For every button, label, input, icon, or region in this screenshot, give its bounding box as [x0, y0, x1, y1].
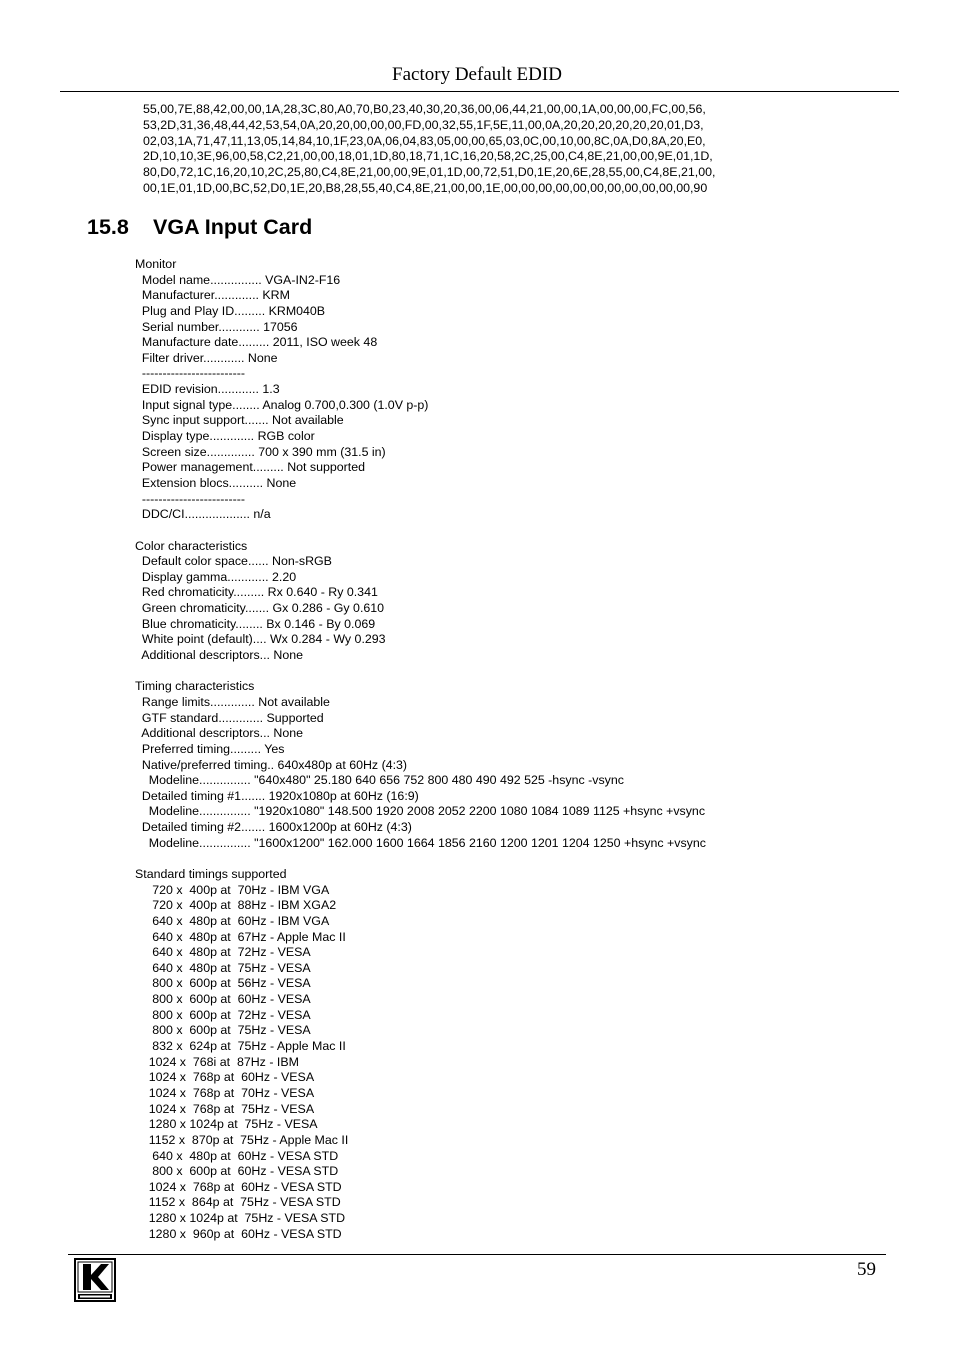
edid-line: -------------------------	[135, 491, 246, 506]
section-title: VGA Input Card	[153, 215, 313, 239]
edid-line: EDID revision............ 1.3	[135, 382, 280, 397]
edid-line: GTF standard............. Supported	[135, 710, 324, 725]
edid-line: 1280 x 1024p at 75Hz - VESA	[135, 1117, 318, 1132]
edid-line: Monitor	[135, 257, 177, 271]
edid-report	[135, 257, 706, 1242]
edid-line: 720 x 400p at 70Hz - IBM VGA	[135, 882, 330, 897]
edid-line: Modeline............... "1920x1080" 148.500 1920 2008 2052 2200 1080 1084 1089 1125 +hsync +vsync	[135, 804, 706, 819]
edid-line: Filter driver............ None	[135, 350, 278, 365]
hex-line: 55,00,7E,88,42,00,00,1A,28,3C,80,A0,70,B0,23,40,30,20,36,00,06,44,21,00,00,1A,00,00,00,FC,00,56,	[143, 102, 706, 116]
edid-line: Additional descriptors... None	[135, 648, 304, 663]
kramer-logo-icon	[74, 1258, 116, 1302]
edid-line: 640 x 480p at 60Hz - IBM VGA	[135, 913, 330, 928]
running-header-title: Factory Default EDID	[392, 64, 562, 85]
edid-line: Standard timings supported	[135, 866, 287, 881]
edid-line: 832 x 624p at 75Hz - Apple Mac II	[135, 1039, 346, 1054]
edid-line: Input signal type........ Analog 0.700,0.300 (1.0V p-p)	[135, 397, 429, 412]
hex-line: 80,D0,72,1C,16,20,10,2C,25,80,C4,8E,21,00,00,9E,01,1D,00,72,51,D0,1E,20,6E,28,55,00,C4,8E,21,00,	[143, 165, 716, 180]
edid-line: 1280 x 960p at 60Hz - VESA STD	[135, 1226, 342, 1241]
edid-line: Additional descriptors... None	[135, 726, 304, 741]
edid-line: Green chromaticity....... Gx 0.286 - Gy 0.610	[135, 601, 385, 616]
edid-line: Preferred timing......... Yes	[135, 741, 285, 756]
edid-line: 1024 x 768p at 60Hz - VESA STD	[135, 1179, 342, 1194]
edid-line: Plug and Play ID......... KRM040B	[135, 303, 326, 318]
edid-line	[135, 523, 706, 539]
edid-line: Timing characteristics	[135, 679, 255, 694]
edid-line: Color characteristics	[135, 538, 248, 553]
edid-line: Modeline............... "640x480" 25.180 640 656 752 800 480 490 492 525 -hsync -vsync	[135, 773, 624, 788]
edid-line: 800 x 600p at 75Hz - VESA	[135, 1023, 311, 1038]
edid-line: Default color space...... Non-sRGB	[135, 554, 332, 569]
edid-line: 640 x 480p at 75Hz - VESA	[135, 960, 311, 975]
edid-line: Range limits............. Not available	[135, 694, 330, 709]
edid-line: Manufacturer............. KRM	[135, 288, 290, 303]
edid-line: 1280 x 1024p at 75Hz - VESA STD	[135, 1211, 346, 1226]
edid-line: 720 x 400p at 88Hz - IBM XGA2	[135, 898, 337, 913]
edid-line: Blue chromaticity........ Bx 0.146 - By 0.069	[135, 616, 376, 631]
edid-line: Extension blocs.......... None	[135, 475, 297, 490]
page-number: 59	[857, 1259, 876, 1280]
edid-line	[135, 664, 706, 680]
edid-line: 800 x 600p at 60Hz - VESA	[135, 992, 311, 1007]
edid-line: Detailed timing #2....... 1600x1200p at 60Hz (4:3)	[135, 820, 412, 835]
edid-line: Screen size.............. 700 x 390 mm (31.5 in)	[135, 444, 386, 459]
edid-line: Display gamma............ 2.20	[135, 569, 297, 584]
hex-line: 53,2D,31,36,48,44,42,53,54,0A,20,20,00,00,00,FD,00,32,55,1F,5E,11,00,0A,20,20,20,20,20,20,01,D3,	[143, 117, 704, 132]
edid-line: 640 x 480p at 72Hz - VESA	[135, 945, 311, 960]
edid-line: -------------------------	[135, 366, 246, 381]
edid-line: 800 x 600p at 72Hz - VESA	[135, 1007, 311, 1022]
section-number: 15.8	[87, 215, 129, 239]
edid-line	[135, 851, 706, 867]
edid-line: 640 x 480p at 60Hz - VESA STD	[135, 1148, 339, 1163]
edid-line: 1024 x 768i at 87Hz - IBM	[135, 1054, 299, 1069]
edid-line: Sync input support....... Not available	[135, 413, 344, 428]
edid-line: Serial number............ 17056	[135, 319, 298, 334]
edid-line: 1024 x 768p at 60Hz - VESA	[135, 1070, 315, 1085]
edid-line: Modeline............... "1600x1200" 162.000 1600 1664 1856 2160 1200 1201 1204 1250 +hsync +vsync	[135, 835, 706, 850]
edid-hex-dump	[143, 102, 883, 197]
edid-line: 1152 x 864p at 75Hz - VESA STD	[135, 1195, 341, 1210]
hex-line: 00,1E,01,1D,00,BC,52,D0,1E,20,B8,28,55,40,C4,8E,21,00,00,1E,00,00,00,00,00,00,00,00,00,00,00,90	[143, 180, 708, 195]
section-heading	[87, 215, 312, 240]
edid-line: Display type............. RGB color	[135, 429, 315, 444]
footer-rule	[68, 1254, 886, 1255]
edid-line: DDC/CI................... n/a	[135, 507, 271, 522]
edid-line: 1152 x 870p at 75Hz - Apple Mac II	[135, 1132, 349, 1147]
edid-line: Power management......... Not supported	[135, 460, 366, 475]
edid-line: Model name............... VGA-IN2-F16	[135, 272, 341, 287]
edid-line: Manufacture date......... 2011, ISO week 48	[135, 335, 378, 350]
edid-line: White point (default).... Wx 0.284 - Wy 0.293	[135, 632, 386, 647]
hex-line: 02,03,1A,71,47,11,13,05,14,84,10,1F,23,0A,06,04,83,05,00,00,65,03,0C,00,10,00,8C,0A,D0,8A,20,E0,	[143, 133, 706, 148]
edid-line: Detailed timing #1....... 1920x1080p at 60Hz (16:9)	[135, 788, 419, 803]
edid-line: 1024 x 768p at 75Hz - VESA	[135, 1101, 315, 1116]
hex-line: 2D,10,10,3E,96,00,58,C2,21,00,00,18,01,1D,80,18,71,1C,16,20,58,2C,25,00,C4,8E,21,00,00,9E,01,1D,	[143, 149, 713, 164]
edid-line: 800 x 600p at 60Hz - VESA STD	[135, 1164, 339, 1179]
edid-line: 800 x 600p at 56Hz - VESA	[135, 976, 311, 991]
edid-line: 1024 x 768p at 70Hz - VESA	[135, 1085, 315, 1100]
header-rule	[60, 91, 899, 92]
edid-line: Red chromaticity......... Rx 0.640 - Ry 0.341	[135, 585, 378, 600]
edid-line: Native/preferred timing.. 640x480p at 60Hz (4:3)	[135, 757, 408, 772]
edid-line: 640 x 480p at 67Hz - Apple Mac II	[135, 929, 346, 944]
